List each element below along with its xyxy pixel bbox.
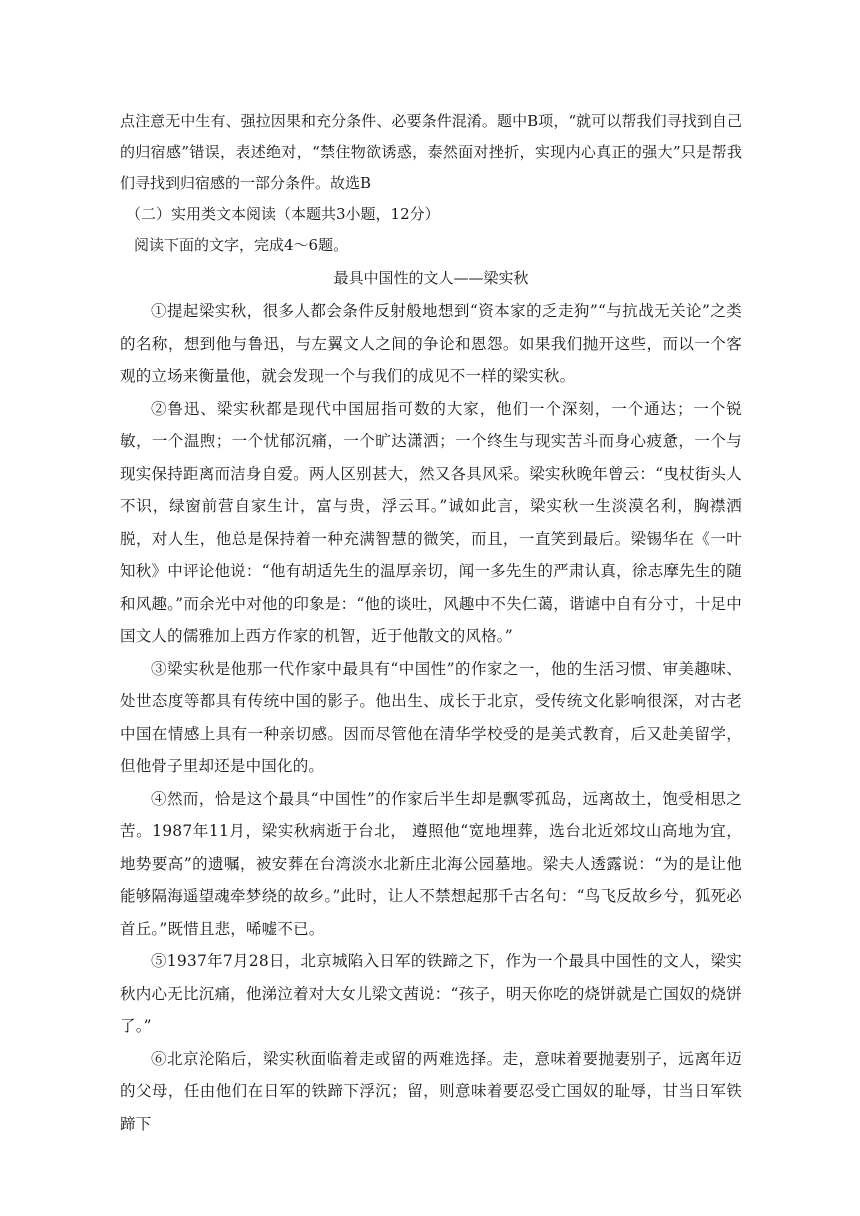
article-paragraph-3: ③梁实秋是他那一代作家中最具有“中国性”的作家之一，他的生活习惯、审美趣味、处世态度等都具有传统中国的影子。他出生、成长于北京，受传统文化影响很深，对古老中国在情感上具有一种亲切感。因而尽管他在清华学校受的是美式教育，后又赴美留学，但他骨子里却还是中国化的。 (120, 659, 742, 775)
article-title: 最具中国性的文人——梁实秋 (333, 269, 529, 287)
article-paragraph-2: ②鲁迅、梁实秋都是现代中国屈指可数的大家，他们一个深刻，一个通达；一个锐敏，一个温煦；一个忧郁沉痛，一个旷达潇洒；一个终生与现实苦斗而身心疲惫，一个与现实保持距离而洁身自爱。两人区别甚大，然又各具风采。梁实秋晚年曾云：“曳杖街头人不识，绿窗前营自家生计，富与贵，浮云耳。”诚如此言，梁实秋一生淡漠名利，胸襟洒脱，对人生，他总是保持着一种充满智慧的微笑，而且，一直笑到最后。梁锡华在《一叶知秋》中评论他说：“他有胡适先生的温厚亲切，闻一多先生的严肃认真，徐志摩先生的随和风趣。”而余光中对他的印象是：“他的谈吐，风趣中不失仁蔼，谐谑中自有分寸，十足中国文人的儒雅加上西方作家的机智，近于他散文的风格。” (120, 399, 742, 645)
article-paragraph-5: ⑤1937年7月28日，北京城陷入日军的铁蹄之下，作为一个最具中国性的文人，梁实秋内心无比沉痛，他涕泣着对大女儿梁文茜说：“孩子，明天你吃的烧饼就是亡国奴的烧饼了。” (120, 952, 742, 1035)
article-paragraph-6: ⑥北京沦陷后，梁实秋面临着走或留的两难选择。走，意味着要抛妻别子，远离年迈的父母，任由他们在日军的铁蹄下浮沉；留，则意味着要忍受亡国奴的耻辱，甘当日军铁蹄下 (120, 1049, 742, 1133)
document-content (120, 106, 742, 1140)
article-paragraph-1: ①提起梁实秋，很多人都会条件反射般地想到“资本家的乏走狗”“与抗战无关论”之类的名称，想到他与鲁迅，与左翼文人之间的争论和恩怨。如果我们抛开这些，而以一个客观的立场来衡量他，就会发现一个与我们的成见不一样的梁实秋。 (120, 302, 742, 385)
reading-instruction: 阅读下面的文字，完成4～6题。 (134, 236, 349, 254)
answer-explanation: 点注意无中生有、强拉因果和充分条件、必要条件混淆。题中B项，“就可以帮我们寻找到自己的归宿感”错误，表述绝对，“禁住物欲诱惑，泰然面对挫折，实现内心真正的强大”只是帮我们寻找到归宿感的一部分条件。故选B (120, 112, 742, 192)
section-heading: （二）实用类文本阅读（本题共3小题，12分） (126, 205, 440, 223)
article-paragraph-4: ④然而，恰是这个最具“中国性”的作家后半生却是飘零孤岛，远离故土，饱受相思之苦。1987年11月，梁实秋病逝于台北， 遵照他“宽地埋葬，选台北近郊坟山高地为宜，地势要高”的遗嘱，被安葬在台湾淡水北新庄北海公园墓地。梁夫人透露说：“为的是让他能够隔海遥望魂牵梦绕的故乡。”此时，让人不禁想起那千古名句：“鸟飞反故乡兮，狐死必首丘。”既惜且悲，唏嘘不已。 (120, 789, 742, 938)
